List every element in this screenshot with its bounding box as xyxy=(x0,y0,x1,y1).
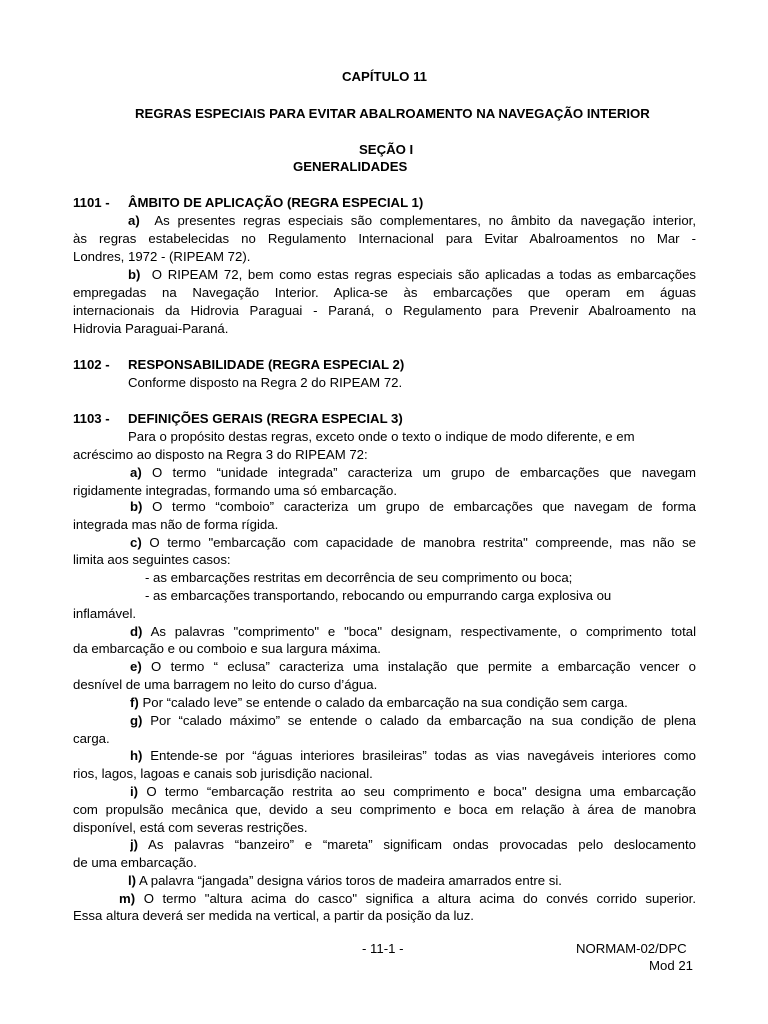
article-title-1101: ÂMBITO DE APLICAÇÃO (REGRA ESPECIAL 1) xyxy=(128,195,424,210)
paragraph-1102-line1: Conforme disposto na Regra 2 do RIPEAM 72. xyxy=(128,375,403,390)
paragraph-1101-b-line4: Hidrovia Paraguai-Paraná. xyxy=(73,321,229,336)
item-label: l) xyxy=(128,873,137,888)
paragraph-text: O termo "embarcação com capacidade de manobra restrita" compreende, mas não se xyxy=(149,535,696,550)
paragraph-1103-m-line1 xyxy=(119,890,696,908)
paragraph-1103-h-line2: rios, lagos, lagoas e canais sob jurisdição nacional. xyxy=(73,766,373,781)
paragraph-text: As palavras "comprimento" e "boca" designam, respectivamente, o comprimento total xyxy=(150,624,696,639)
paragraph-1103-j-line2: de uma embarcação. xyxy=(73,855,197,870)
paragraph-1101-a-line2: às regras estabelecidas no Regulamento Internacional para Evitar Abalroamentos no Mar - xyxy=(73,231,696,246)
item-label: j) xyxy=(130,837,139,852)
item-label: f) xyxy=(130,695,139,710)
paragraph-text: Entende-se por “águas interiores brasileiras” todas as vias navegáveis interiores como xyxy=(150,748,696,763)
paragraph-text: O termo “comboio” caracteriza um grupo de embarcações que navegam de forma xyxy=(152,499,696,514)
list-item-c-2: - as embarcações transportando, rebocando ou empurrando carga explosiva ou xyxy=(145,588,612,603)
paragraph-text: O termo “unidade integrada” caracteriza um grupo de embarcações que navegam xyxy=(152,465,696,480)
paragraph-1103-b-line2: integrada mas não de forma rígida. xyxy=(73,517,279,532)
article-number-1101: 1101 - xyxy=(73,195,110,210)
paragraph-1101-b-line3: internacionais da Hidrovia Paraguai - Paraná, o Regulamento para Prevenir Abalroamento na xyxy=(73,303,696,318)
paragraph-1103-a-line1 xyxy=(130,464,696,482)
chapter-heading: CAPÍTULO 11 xyxy=(342,69,428,84)
paragraph-text: O RIPEAM 72, bem como estas regras especiais são aplicadas a todas as embarcações xyxy=(151,267,696,282)
paragraph-1103-intro-line1: Para o propósito destas regras, exceto onde o texto o indique de modo diferente, e em xyxy=(128,429,635,444)
paragraph-1103-c-line1 xyxy=(130,534,696,552)
article-title-1102: RESPONSABILIDADE (REGRA ESPECIAL 2) xyxy=(128,357,405,372)
paragraph-1103-i-line2: com propulsão mecânica que, devido a seu comprimento e boca em relação à área de manobra xyxy=(73,802,696,817)
item-label: h) xyxy=(130,748,143,763)
article-number-1102: 1102 - xyxy=(73,357,110,372)
item-label: m) xyxy=(119,891,136,906)
article-number-1103: 1103 - xyxy=(73,411,110,426)
item-label: a) xyxy=(128,213,140,228)
article-title-1103: DEFINIÇÕES GERAIS (REGRA ESPECIAL 3) xyxy=(128,411,403,426)
paragraph-1103-e-line2: desnível de uma barragem no leito do curso d’água. xyxy=(73,677,378,692)
paragraph-text: As presentes regras especiais são complementares, no âmbito da navegação interior, xyxy=(154,213,696,228)
document-code: NORMAM-02/DPC xyxy=(576,941,687,956)
item-label: c) xyxy=(130,535,142,550)
item-label: b) xyxy=(128,267,141,282)
paragraph-text: O termo "altura acima do casco" significa a altura acima do convés corrido superior. xyxy=(143,891,696,906)
paragraph-1103-a-line2: rigidamente integradas, formando uma só embarcação. xyxy=(73,483,398,498)
paragraph-1103-m-line2: Essa altura deverá ser medida na vertical, a partir da posição da luz. xyxy=(73,908,474,923)
paragraph-text: As palavras “banzeiro” e “mareta” significam ondas provocadas pelo deslocamento xyxy=(148,837,696,852)
paragraph-text: O termo “embarcação restrita ao seu comprimento e boca" designa uma embarcação xyxy=(146,784,696,799)
paragraph-1103-i-line1 xyxy=(130,783,696,801)
item-label: i) xyxy=(130,784,139,799)
item-label: b) xyxy=(130,499,143,514)
paragraph-1103-f-line1 xyxy=(130,694,696,712)
paragraph-1103-l-line1 xyxy=(128,872,696,890)
paragraph-1103-b-line1 xyxy=(130,498,696,516)
item-label: d) xyxy=(130,624,143,639)
item-label: e) xyxy=(130,659,142,674)
paragraph-1101-b-line2: empregadas na Navegação Interior. Aplica-se às embarcações que operam em águas xyxy=(73,285,696,300)
item-label: a) xyxy=(130,465,142,480)
list-item-c-1: - as embarcações restritas em decorrência de seu comprimento ou boca; xyxy=(145,570,573,585)
paragraph-1103-g-line1 xyxy=(130,712,696,730)
paragraph-text: Por “calado leve” se entende o calado da embarcação na sua condição sem carga. xyxy=(142,695,628,710)
paragraph-1103-d-line2: da embarcação e ou comboio e sua largura máxima. xyxy=(73,641,381,656)
paragraph-1103-i-line3: disponível, está com severas restrições. xyxy=(73,820,308,835)
page-number: - 11-1 - xyxy=(362,941,404,956)
list-item-c-2-continued: inflamável. xyxy=(73,606,137,621)
paragraph-1103-intro-line2: acréscimo ao disposto na Regra 3 do RIPEAM 72: xyxy=(73,447,368,462)
paragraph-text: Por “calado máximo” se entende o calado da embarcação na sua condição de plena xyxy=(150,713,696,728)
item-label: g) xyxy=(130,713,143,728)
paragraph-1101-b-line1 xyxy=(128,266,696,284)
paragraph-text: A palavra “jangada” designa vários toros de madeira amarrados entre si. xyxy=(139,873,562,888)
document-revision: Mod 21 xyxy=(649,958,693,973)
paragraph-1103-g-line2: carga. xyxy=(73,731,110,746)
paragraph-1101-a-line1 xyxy=(128,212,696,230)
section-title: GENERALIDADES xyxy=(293,159,408,174)
section-heading: SEÇÃO I xyxy=(359,142,414,157)
paragraph-1103-h-line1 xyxy=(130,747,696,765)
paragraph-1101-a-line3: Londres, 1972 - (RIPEAM 72). xyxy=(73,249,251,264)
paragraph-text: O termo “ eclusa” caracteriza uma instalação que permite a embarcação vencer o xyxy=(151,659,696,674)
paragraph-1103-c-line2: limita aos seguintes casos: xyxy=(73,552,231,567)
paragraph-1103-e-line1 xyxy=(130,658,696,676)
paragraph-1103-j-line1 xyxy=(130,836,696,854)
paragraph-1103-d-line1 xyxy=(130,623,696,641)
chapter-title: REGRAS ESPECIAIS PARA EVITAR ABALROAMENTO NA NAVEGAÇÃO INTERIOR xyxy=(135,106,650,121)
